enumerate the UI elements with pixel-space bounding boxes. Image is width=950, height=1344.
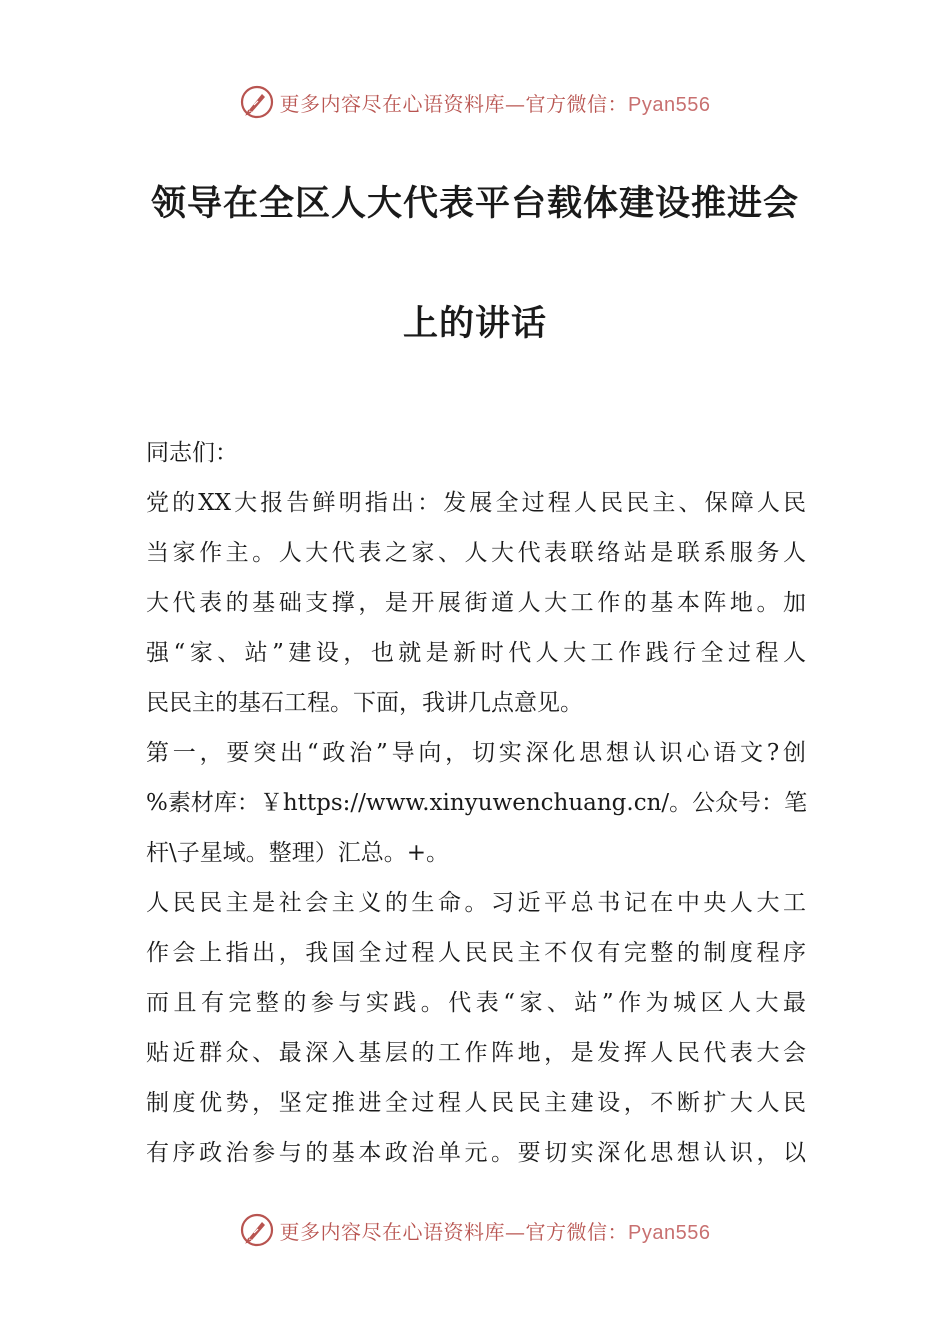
body-line: 民民主的基石工程。下面，我讲几点意见。 bbox=[146, 690, 583, 716]
header-banner-text bbox=[280, 88, 711, 117]
body-line: 而且有完整的参与实践。代表“家、站”作为城区人大最 bbox=[146, 990, 806, 1016]
footer-banner bbox=[0, 1210, 950, 1250]
quill-logo-icon bbox=[240, 85, 274, 119]
footer-banner-text bbox=[280, 1216, 711, 1245]
body-line: 当家作主。人大代表之家、人大代表联络站是联系服务人 bbox=[146, 540, 806, 566]
body-line: 有序政治参与的基本政治单元。要切实深化思想认识，以 bbox=[146, 1140, 806, 1166]
body-line: 第一，要突出“政治”导向，切实深化思想认识心语文?创 bbox=[146, 740, 806, 766]
body-line: 强“家、站”建设，也就是新时代人大工作践行全过程人 bbox=[146, 640, 806, 666]
body-line: 制度优势，坚定推进全过程人民民主建设，不断扩大人民 bbox=[146, 1090, 806, 1116]
body-line: 党的XX大报告鲜明指出：发展全过程人民民主、保障人民 bbox=[146, 490, 806, 516]
page-title-line-1: 领导在全区人大代表平台载体建设推进会 bbox=[150, 184, 799, 224]
body-line: %素材库：￥https://www.xinyuwenchuang.cn/。公众号：笔 bbox=[146, 790, 808, 816]
footer-banner-cn: 更多内容尽在心语资料库—官方微信： bbox=[279, 1219, 629, 1244]
footer-banner-wechat-id: Pyan556 bbox=[628, 1221, 711, 1244]
speech-body bbox=[146, 428, 806, 1178]
quill-logo-icon bbox=[240, 1213, 274, 1247]
body-line: 贴近群众、最深入基层的工作阵地，是发挥人民代表大会 bbox=[146, 1040, 806, 1066]
body-line: 作会上指出，我国全过程人民民主不仅有完整的制度程序 bbox=[146, 940, 806, 966]
body-line: 同志们： bbox=[146, 440, 238, 466]
page-title-line-2: 上的讲话 bbox=[402, 304, 547, 344]
body-line: 杆\子星域。整理）汇总。+。 bbox=[146, 840, 450, 866]
header-banner-cn: 更多内容尽在心语资料库—官方微信： bbox=[279, 91, 629, 116]
header-banner-wechat-id: Pyan556 bbox=[628, 93, 711, 116]
header-banner bbox=[0, 82, 950, 122]
body-line: 人民民主是社会主义的生命。习近平总书记在中央人大工 bbox=[146, 890, 806, 916]
body-line: 大代表的基础支撑，是开展街道人大工作的基本阵地。加 bbox=[146, 590, 806, 616]
